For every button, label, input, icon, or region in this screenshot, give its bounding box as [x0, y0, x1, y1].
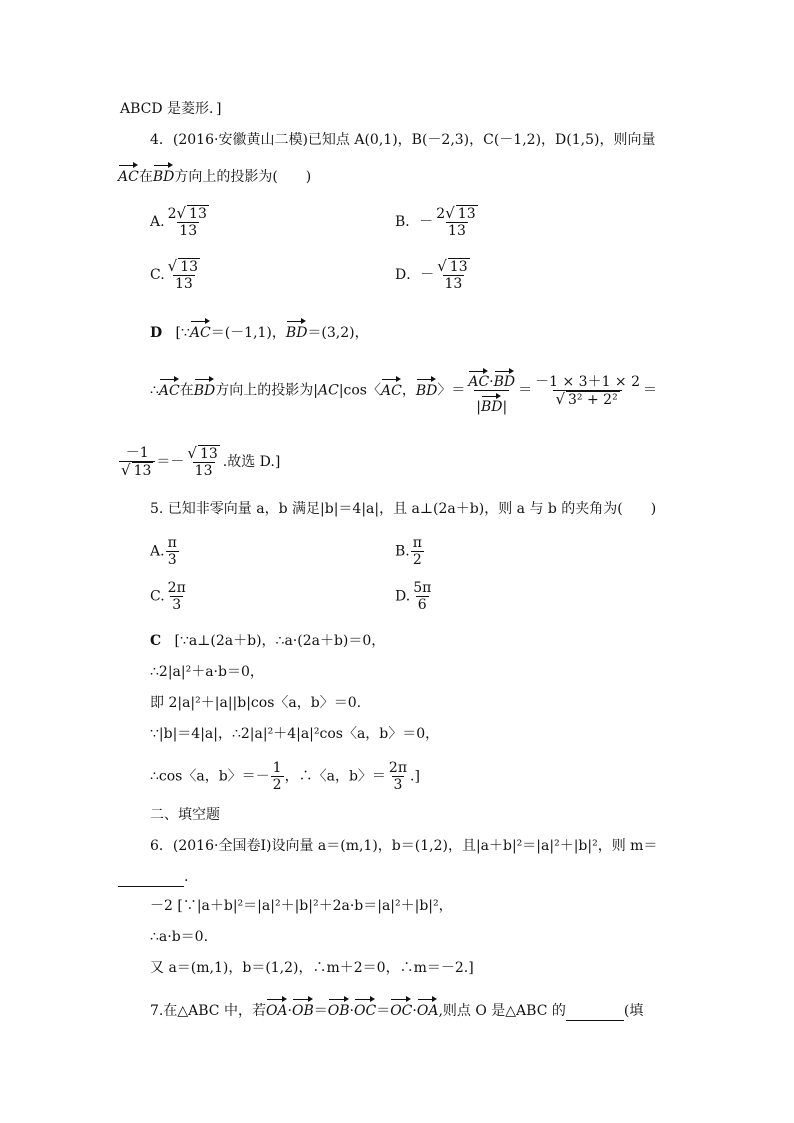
question-6-stem: 6．(2016·全国卷Ⅰ)设向量 a＝(m,1)，b＝(1,2)，且|a＋b|²＝|a|²＋|b|²，则 m＝: [150, 838, 658, 854]
vector-ac: AC: [118, 160, 139, 186]
q5-solution-line3: 即 2|a|²＋|a||b|cos〈a，b〉＝0.: [150, 695, 362, 711]
question-6-blank-line: .: [118, 868, 188, 887]
q4-projection-fraction: $\frac{AC\cdot BD}{|BD|}$: [466, 366, 517, 415]
q4-numeric-fraction: $\frac{-1 \times 3+1 \times 2}{\text{√ 3² + 2²}}$: [535, 373, 641, 408]
answer-blank[interactable]: [118, 868, 184, 887]
answer-blank[interactable]: [566, 1002, 624, 1021]
q4-solution-line3: $\frac{-1}{√ 13}$ ＝－ $\frac{√ 13}{13}$ .故选 D.]: [121, 444, 281, 479]
q4-option-c: C. $\frac{√ 13}{13}$: [150, 257, 199, 292]
q5-option-a: A. $\frac{\pi}{3}$: [150, 535, 177, 568]
q5-solution-line2: ∴2|a|²＋a·b＝0，: [150, 664, 264, 680]
question-4-stem: 4．(2016·安徽黄山二模)已知点 A(0,1)，B(－2,3)，C(－1,2)，D(1,5)，则向量: [150, 132, 656, 148]
q4-option-b: B．－ $\frac{2√ 13}{13}$: [395, 204, 476, 239]
q4-option-d: D．－ $\frac{√ 13}{13}$: [395, 257, 468, 292]
q4-option-a: A. $\frac{2√ 13}{13}$: [150, 204, 207, 239]
q5-option-d: D. $\frac{5\pi}{6}$: [395, 580, 432, 613]
q5-answer: C: [150, 633, 162, 649]
vector-bd: BD: [153, 160, 175, 186]
question-4-stem-line2: AC在BD方向上的投影为( ): [118, 160, 311, 186]
q4-answer: D: [150, 325, 163, 341]
q5-solution-line4: ∵|b|＝4|a|，∴2|a|²＋4|a|²cos〈a，b〉＝0，: [150, 726, 440, 742]
q6-solution-line2: ∴a·b＝0.: [150, 929, 209, 945]
q6-solution-line1: －2 [∵|a＋b|²＝|a|²＋|b|²＋2a·b＝|a|²＋|b|²，: [150, 898, 453, 914]
question-5-stem: 5. 已知非零向量 a，b 满足|b|＝4|a|，且 a⊥(2a＋b)，则 a 与 b 的夹角为( ): [150, 501, 657, 517]
question-7-stem: 7.在△ABC 中，若OA·OB＝OB·OC＝OC·OA,则点 O 是△ABC 的 (填: [150, 994, 643, 1021]
q5-option-c: C. $\frac{2\pi}{3}$: [150, 580, 186, 613]
q6-solution-line3: 又 a＝(m,1)，b＝(1,2)，∴m＋2＝0，∴m＝－2.]: [150, 960, 474, 976]
q5-option-b: B. $\frac{\pi}{2}$: [395, 535, 422, 568]
q4-solution-line1: D [∵AC＝(－1,1)，BD＝(3,2)，: [150, 316, 369, 342]
q4-solution-line2: ∴AC在BD方向上的投影为|AC|cos〈AC，BD〉＝ $\frac{AC\cdot BD}{|BD|}$ ＝ $\frac{-1 \times 3+1 \times 2}{\text{√ 3² + 2²}}$ ＝: [150, 366, 657, 415]
previous-answer-tail: ABCD 是菱形．]: [120, 101, 222, 117]
section-heading-fill-in: 二、填空题: [150, 807, 220, 823]
q5-solution-line5: ∴cos〈a，b〉＝－ $\frac{1}{2}$ ，∴〈a，b〉＝ $\frac{2\pi}{3}$ .]: [150, 760, 420, 793]
q5-solution-line1: C [∵a⊥(2a＋b)，∴a·(2a＋b)＝0，: [150, 633, 386, 649]
